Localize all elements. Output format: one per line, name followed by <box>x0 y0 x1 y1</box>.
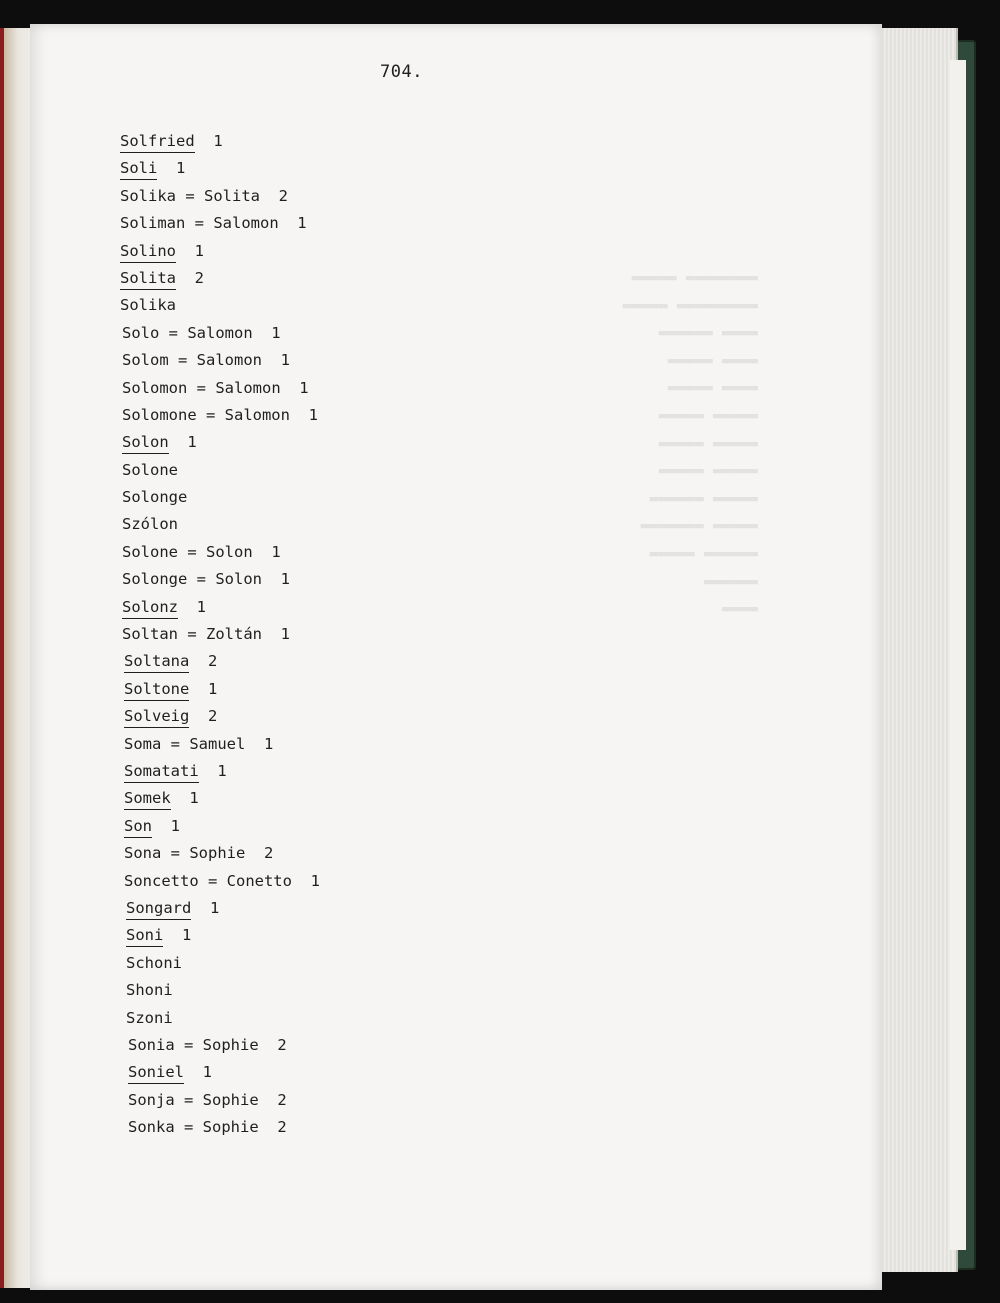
entry-detail: = Sophie 2 <box>174 1090 287 1109</box>
entry-name: Shoni <box>126 981 173 1000</box>
entry-name: Szoni <box>126 1008 173 1027</box>
entry-name: Solomon <box>122 378 188 397</box>
show-through-text: ▬▬▬▬▬▬▬▬ ▬▬▬▬▬ ▬▬▬▬▬▬▬▬▬ ▬▬▬▬▬ ▬▬▬▬ ▬▬▬▬▬▬ ▬▬▬▬ ▬▬▬▬▬ ▬▬▬▬ ▬▬▬▬▬ ▬▬▬▬▬ ▬▬▬▬▬ ▬▬▬▬▬ ▬▬▬▬▬ ▬▬▬▬▬ ▬▬▬▬▬ ▬▬▬▬▬ ▬▬▬▬▬▬ ▬▬▬▬▬ ▬▬▬▬▬▬▬ ▬▬▬▬▬▬ ▬▬▬▬▬ ▬▬▬▬▬▬ ▬▬▬▬ <box>622 268 758 618</box>
name-entry <box>120 813 520 840</box>
name-entry <box>120 731 520 758</box>
entry-name-underlined: Solfried <box>120 132 195 153</box>
entry-detail: 1 <box>157 159 186 178</box>
entry-name: Solika <box>120 186 176 205</box>
name-entry <box>120 1032 520 1059</box>
entry-name: Solonge <box>122 488 188 507</box>
entry-name: Sona <box>124 844 162 863</box>
entry-name-underlined: Somatati <box>124 762 199 783</box>
page-number: 704. <box>380 62 423 82</box>
entry-name: Soma <box>124 734 162 753</box>
name-entry <box>120 1114 520 1141</box>
name-entry <box>120 785 520 812</box>
entry-name: Szólon <box>122 515 178 534</box>
name-entry <box>120 511 520 538</box>
entry-detail: 2 <box>189 652 218 671</box>
name-entry <box>120 648 520 675</box>
entry-detail: 2 <box>176 268 204 287</box>
name-entry <box>120 703 520 730</box>
entry-detail: = Salomon 1 <box>159 323 281 342</box>
name-entry <box>120 840 520 867</box>
entry-name-underlined: Soniel <box>128 1063 184 1084</box>
entry-detail: 1 <box>176 241 204 260</box>
entry-name: Sonia <box>128 1035 175 1054</box>
entry-detail: 1 <box>191 898 220 917</box>
entry-name: Solone <box>122 460 178 479</box>
name-index-list <box>120 128 520 1141</box>
entry-detail: 2 <box>189 707 218 726</box>
name-entry <box>120 1087 520 1114</box>
name-entry <box>120 950 520 977</box>
entry-detail: 1 <box>168 433 197 452</box>
entry-detail: = Zoltán 1 <box>178 625 290 644</box>
entry-name: Schoni <box>126 953 182 972</box>
name-entry <box>120 621 520 648</box>
entry-detail: 1 <box>194 132 223 150</box>
entry-name-underlined: Solon <box>122 433 169 454</box>
name-entry <box>120 320 520 347</box>
entry-name: Soliman <box>120 214 186 233</box>
name-entry <box>120 402 520 429</box>
entry-name-underlined: Solita <box>120 269 176 290</box>
name-entry <box>120 128 520 155</box>
entry-name: Solom <box>122 351 169 370</box>
entry-detail: 1 <box>184 1063 212 1082</box>
name-entry <box>120 238 520 265</box>
entry-detail: = Salomon 1 <box>185 214 307 233</box>
name-entry <box>120 868 520 895</box>
entry-detail: 1 <box>170 789 199 808</box>
entry-name-underlined: Son <box>124 817 152 838</box>
entry-detail: = Salomon 1 <box>187 378 309 397</box>
name-entry <box>120 210 520 237</box>
name-entry <box>120 977 520 1004</box>
name-entry <box>120 457 520 484</box>
entry-name-underlined: Somek <box>124 789 171 810</box>
entry-name: Sonja <box>128 1090 175 1109</box>
name-entry <box>120 895 520 922</box>
entry-detail: = Sophie 2 <box>174 1035 287 1054</box>
entry-name: Soncetto <box>124 871 199 890</box>
entry-name: Solomone <box>122 405 197 424</box>
name-entry <box>120 1059 520 1086</box>
entry-detail: 1 <box>198 761 227 780</box>
entry-name: Solo <box>122 323 160 342</box>
name-entry <box>120 183 520 210</box>
entry-detail: 1 <box>189 679 218 698</box>
entry-detail: = Solon 1 <box>178 542 281 561</box>
name-entry <box>120 265 520 292</box>
entry-detail: = Solita 2 <box>176 186 288 205</box>
entry-detail: = Solon 1 <box>187 570 290 589</box>
name-entry <box>120 539 520 566</box>
entry-name-underlined: Solonz <box>122 598 178 619</box>
entry-name: Sonka <box>128 1118 175 1137</box>
name-entry <box>120 758 520 785</box>
name-entry <box>120 594 520 621</box>
entry-detail: = Salomon 1 <box>196 405 318 424</box>
entry-name-underlined: Solveig <box>124 707 189 728</box>
name-entry <box>120 484 520 511</box>
name-entry <box>120 375 520 402</box>
entry-name-underlined: Songard <box>126 899 191 920</box>
entry-name: Solonge <box>122 570 188 589</box>
entry-detail: = Salomon 1 <box>168 351 290 370</box>
name-entry <box>120 155 520 182</box>
name-entry <box>120 1005 520 1032</box>
entry-name: Solone <box>122 542 178 561</box>
name-entry <box>120 292 520 319</box>
name-entry <box>120 429 520 456</box>
entry-name-underlined: Solino <box>120 242 176 263</box>
entry-name: Solika <box>120 296 176 315</box>
name-entry <box>120 676 520 703</box>
entry-name-underlined: Soltone <box>124 680 189 701</box>
entry-detail: 1 <box>178 597 206 616</box>
name-entry <box>120 566 520 593</box>
cover-inner-edge <box>950 60 966 1250</box>
entry-detail: 1 <box>163 926 192 945</box>
entry-detail: = Conetto 1 <box>198 871 320 890</box>
entry-detail: = Samuel 1 <box>161 734 274 753</box>
name-entry <box>120 922 520 949</box>
entry-detail: = Sophie 2 <box>161 844 274 863</box>
entry-detail: = Sophie 2 <box>174 1118 287 1137</box>
entry-name-underlined: Soni <box>126 926 163 947</box>
page-stack-edge <box>872 28 958 1272</box>
entry-name-underlined: Soltana <box>124 652 189 673</box>
name-entry <box>120 347 520 374</box>
entry-name-underlined: Soli <box>120 159 157 180</box>
entry-name: Soltan <box>122 625 178 644</box>
entry-detail: 1 <box>152 816 180 835</box>
